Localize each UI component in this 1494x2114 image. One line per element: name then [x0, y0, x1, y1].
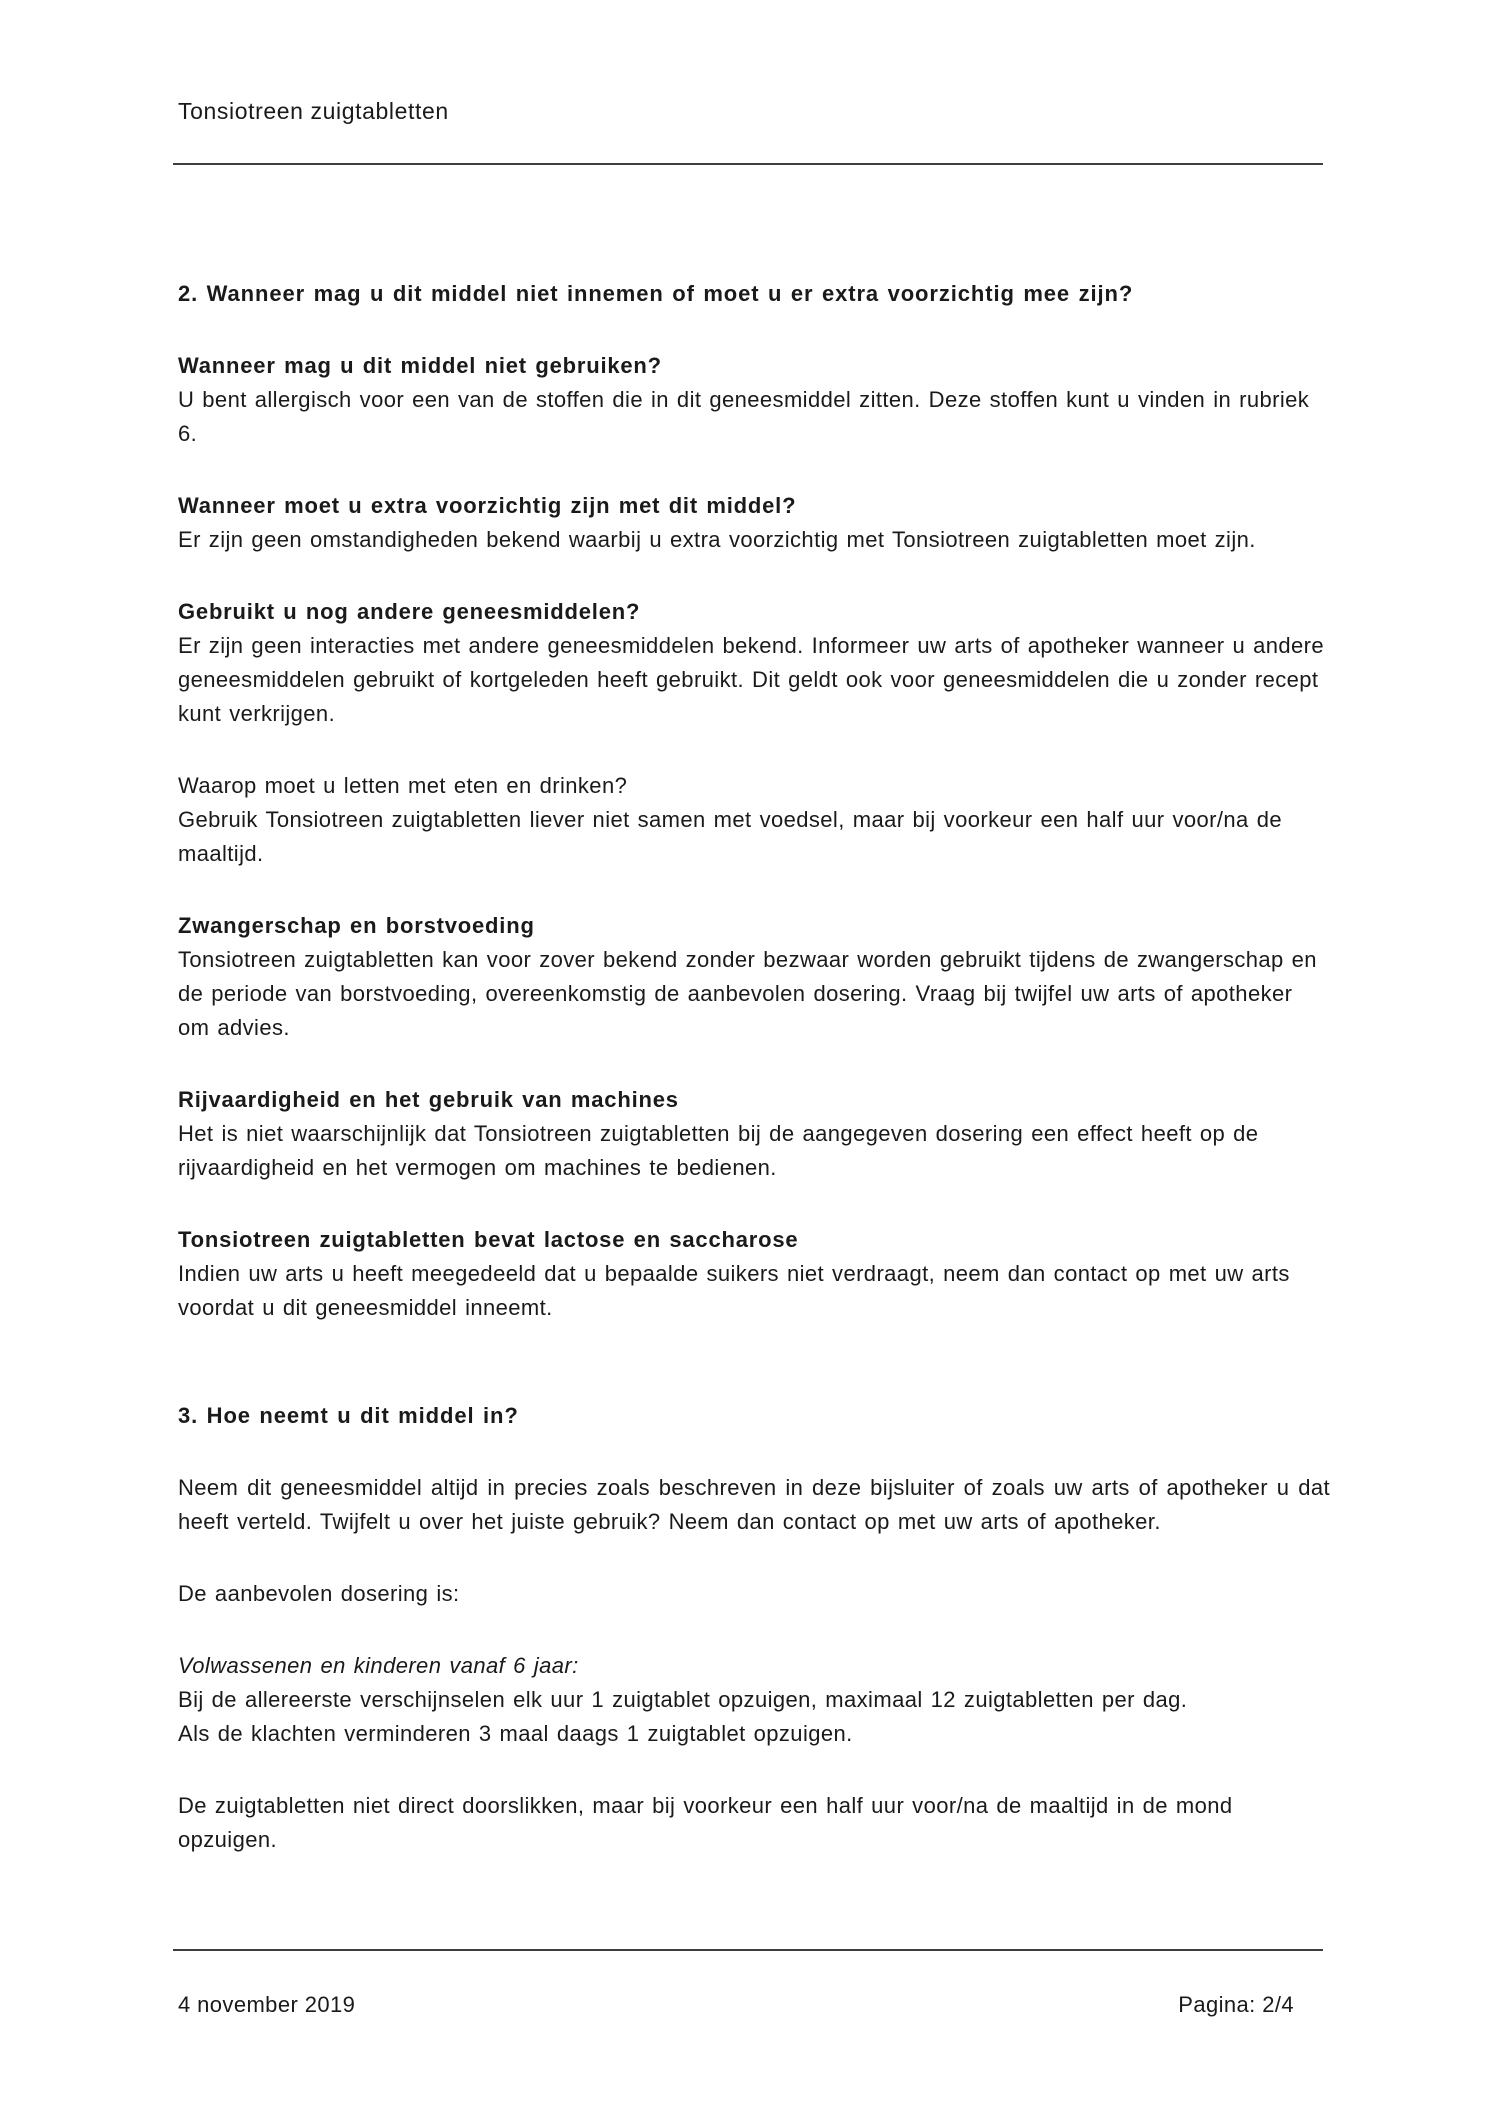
subsection-heading: Waarop moet u letten met eten en drinken?	[178, 773, 628, 798]
document-body	[178, 277, 1330, 1857]
subsection-other-medicines	[178, 595, 1330, 731]
section-2-heading: 2. Wanneer mag u dit middel niet innemen of moet u er extra voorzichtig mee zijn?	[178, 281, 1134, 306]
subsection-heading: Wanneer moet u extra voorzichtig zijn met dit middel?	[178, 493, 797, 518]
dosage-audience-lead: Volwassenen en kinderen vanaf 6 jaar:	[178, 1653, 579, 1678]
subsection-heading: Gebruikt u nog andere geneesmiddelen?	[178, 599, 641, 624]
subsection-text: Het is niet waarschijnlijk dat Tonsiotreen zuigtabletten bij de aangegeven dosering een effect heeft op de rijvaardigheid en het vermogen om machines te bedienen.	[178, 1121, 1259, 1180]
subsection-text: Er zijn geen omstandigheden bekend waarbij u extra voorzichtig met Tonsiotreen zuigtabletten moet zijn.	[178, 527, 1256, 552]
header-divider	[173, 163, 1323, 165]
subsection-heading: Zwangerschap en borstvoeding	[178, 913, 535, 938]
subsection-heading: Wanneer mag u dit middel niet gebruiken?	[178, 353, 662, 378]
subsection-pregnancy	[178, 909, 1330, 1045]
subsection-text: Gebruik Tonsiotreen zuigtabletten liever niet samen met voedsel, maar bij voorkeur een half uur voor/na de maaltijd.	[178, 807, 1282, 866]
subsection-caution	[178, 489, 1330, 557]
subsection-text: Er zijn geen interacties met andere geneesmiddelen bekend. Informeer uw arts of apotheker wanneer u andere geneesmiddelen gebruikt of kortgeleden heeft gebruikt. Dit geldt ook voor geneesmiddelen die u zonder recept kunt verkrijgen.	[178, 633, 1324, 726]
subsection-lactose	[178, 1223, 1330, 1325]
footer-date: 4 november 2019	[178, 1992, 356, 2017]
subsection-text: Tonsiotreen zuigtabletten kan voor zover bekend zonder bezwaar worden gebruikt tijdens de zwangerschap en de periode van borstvoeding, overeenkomstig de aanbevolen dosering. Vraag bij twijfel uw arts of apotheker om advies.	[178, 947, 1317, 1040]
subsection-food-drink	[178, 769, 1330, 871]
footer-divider	[173, 1949, 1323, 1951]
footer-page-number: Pagina: 2/4	[1178, 1992, 1294, 2017]
page-header-title: Tonsiotreen zuigtabletten	[178, 98, 449, 124]
intake-instructions-paragraph: Neem dit geneesmiddel altijd in precies zoals beschreven in deze bijsluiter of zoals uw arts of apotheker u dat heeft verteld. Twijfelt u over het juiste gebruik? Neem dan contact op met uw arts of apotheker.	[178, 1475, 1330, 1534]
subsection-heading: Rijvaardigheid en het gebruik van machines	[178, 1087, 679, 1112]
subsection-driving	[178, 1083, 1330, 1185]
dosage-line: Als de klachten verminderen 3 maal daags 1 zuigtablet opzuigen.	[178, 1721, 853, 1746]
subsection-text: Indien uw arts u heeft meegedeeld dat u bepaalde suikers niet verdraagt, neem dan contact op met uw arts voordat u dit geneesmiddel inneemt.	[178, 1261, 1290, 1320]
recommended-dose-intro: De aanbevolen dosering is:	[178, 1581, 460, 1606]
section-3-heading: 3. Hoe neemt u dit middel in?	[178, 1403, 519, 1428]
subsection-text: U bent allergisch voor een van de stoffen die in dit geneesmiddel zitten. Deze stoffen kunt u vinden in rubriek 6.	[178, 387, 1310, 446]
dosage-line: Bij de allereerste verschijnselen elk uur 1 zuigtablet opzuigen, maximaal 12 zuigtabletten per dag.	[178, 1687, 1188, 1712]
dosage-paragraph	[178, 1649, 1330, 1751]
swallow-instruction-paragraph: De zuigtabletten niet direct doorslikken, maar bij voorkeur een half uur voor/na de maaltijd in de mond opzuigen.	[178, 1793, 1233, 1852]
subsection-heading: Tonsiotreen zuigtabletten bevat lactose en saccharose	[178, 1227, 799, 1252]
subsection-not-use	[178, 349, 1330, 451]
